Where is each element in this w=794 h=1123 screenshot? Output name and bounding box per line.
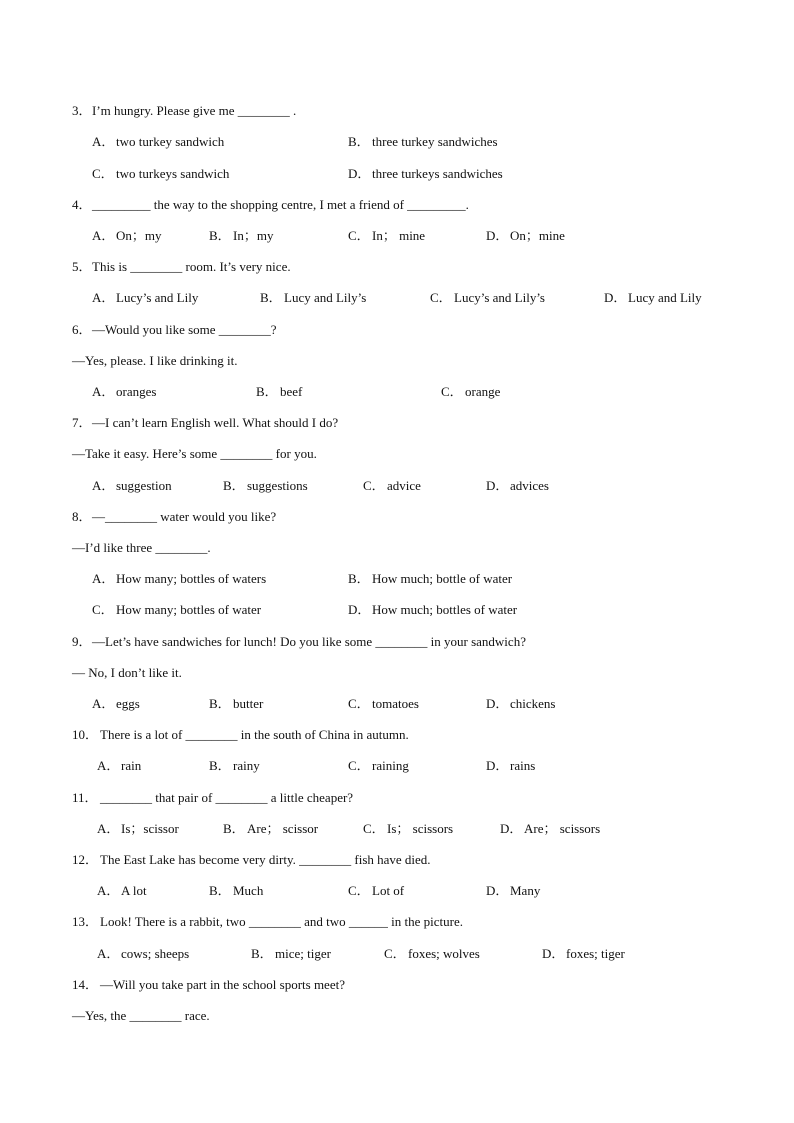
question-number: 12． xyxy=(72,852,99,867)
option-letter: D． xyxy=(542,946,565,961)
option-text: In；my xyxy=(233,228,274,243)
option-text: chickens xyxy=(510,696,556,711)
option-text: mice; tiger xyxy=(275,946,331,961)
option-text: In； mine xyxy=(372,228,426,243)
question-line xyxy=(0,634,794,650)
question-number: 5． xyxy=(72,259,92,274)
question-number: 4． xyxy=(72,197,92,212)
question-line xyxy=(0,727,794,743)
option-text: tomatoes xyxy=(372,696,419,711)
question-line xyxy=(0,540,794,556)
question-stem: _________ the way to the shopping centre, I met a friend of _________. xyxy=(92,197,469,212)
question-stem: —Would you like some ________? xyxy=(92,322,277,337)
option-text: three turkey sandwiches xyxy=(372,134,498,149)
option-text: Are； scissor xyxy=(247,821,319,836)
question-dialogue: —I’d like three ________. xyxy=(72,540,211,555)
option-text: Lot of xyxy=(372,883,405,898)
option-letter: A． xyxy=(97,946,120,961)
option-text: How much; bottles of water xyxy=(372,602,518,617)
option-letter: A． xyxy=(97,758,120,773)
question-dialogue: — No, I don’t like it. xyxy=(72,665,182,680)
option-text: cows; sheeps xyxy=(121,946,190,961)
question-stem: —________ water would you like? xyxy=(92,509,277,524)
question-line xyxy=(0,446,794,462)
question-stem: —I can’t learn English well. What should I do? xyxy=(92,415,339,430)
option-letter: B． xyxy=(348,134,370,149)
option-text: Much xyxy=(233,883,264,898)
option-letter: D． xyxy=(486,883,509,898)
question-dialogue: —Yes, the ________ race. xyxy=(72,1008,210,1023)
option-letter: C． xyxy=(384,946,406,961)
option-text: suggestion xyxy=(116,478,172,493)
question-dialogue: —Yes, please. I like drinking it. xyxy=(72,353,238,368)
option-text: two turkey sandwich xyxy=(116,134,225,149)
option-text: orange xyxy=(465,384,501,399)
option-letter: A． xyxy=(92,228,115,243)
option-letter: D． xyxy=(604,290,627,305)
option-letter: D． xyxy=(486,758,509,773)
option-text: Lucy’s and Lily xyxy=(116,290,199,305)
option-text: rain xyxy=(121,758,142,773)
question-stem: There is a lot of ________ in the south of China in autumn. xyxy=(100,727,409,742)
question-number: 3． xyxy=(72,103,92,118)
option-text: foxes; wolves xyxy=(408,946,480,961)
option-text: oranges xyxy=(116,384,157,399)
option-letter: B． xyxy=(223,821,245,836)
option-text: A lot xyxy=(121,883,147,898)
option-letter: B． xyxy=(209,758,231,773)
option-letter: D． xyxy=(500,821,523,836)
question-line xyxy=(0,790,794,806)
option-letter: B． xyxy=(223,478,245,493)
question-line xyxy=(0,353,794,369)
question-stem: Look! There is a rabbit, two ________ and two ______ in the picture. xyxy=(100,914,463,929)
question-line xyxy=(0,259,794,275)
option-text: rains xyxy=(510,758,536,773)
option-letter: A． xyxy=(92,478,115,493)
question-number: 11． xyxy=(72,790,98,805)
option-text: raining xyxy=(372,758,409,773)
question-line xyxy=(0,852,794,868)
option-letter: B． xyxy=(209,228,231,243)
option-letter: C． xyxy=(363,821,385,836)
option-text: suggestions xyxy=(247,478,308,493)
option-text: On；my xyxy=(116,228,162,243)
option-letter: B． xyxy=(348,571,370,586)
option-letter: C． xyxy=(348,696,370,711)
option-text: Many xyxy=(510,883,541,898)
option-letter: D． xyxy=(348,166,371,181)
option-text: On；mine xyxy=(510,228,565,243)
option-letter: A． xyxy=(97,883,120,898)
option-letter: D． xyxy=(486,696,509,711)
question-stem: I’m hungry. Please give me ________ . xyxy=(92,103,297,118)
question-stem: This is ________ room. It’s very nice. xyxy=(92,259,291,274)
option-letter: B． xyxy=(256,384,278,399)
question-number: 10． xyxy=(72,727,99,742)
question-number: 14． xyxy=(72,977,99,992)
option-letter: C． xyxy=(441,384,463,399)
question-dialogue: —Take it easy. Here’s some ________ for you. xyxy=(72,446,317,461)
question-stem: The East Lake has become very dirty. ________ fish have died. xyxy=(100,852,431,867)
option-text: How much; bottle of water xyxy=(372,571,513,586)
option-letter: D． xyxy=(486,228,509,243)
option-letter: C． xyxy=(363,478,385,493)
option-text: Is； scissors xyxy=(387,821,454,836)
option-letter: A． xyxy=(92,696,115,711)
option-text: eggs xyxy=(116,696,140,711)
option-letter: C． xyxy=(430,290,452,305)
option-text: Are； scissors xyxy=(524,821,601,836)
question-line xyxy=(0,977,794,993)
question-number: 6． xyxy=(72,322,92,337)
question-number: 9． xyxy=(72,634,92,649)
option-letter: A． xyxy=(97,821,120,836)
option-letter: B． xyxy=(209,883,231,898)
option-text: Is；scissor xyxy=(121,821,179,836)
option-letter: A． xyxy=(92,384,115,399)
option-letter: C． xyxy=(348,228,370,243)
question-line xyxy=(0,415,794,431)
option-text: butter xyxy=(233,696,264,711)
question-line xyxy=(0,509,794,525)
option-letter: C． xyxy=(92,166,114,181)
option-letter: A． xyxy=(92,571,115,586)
option-text: Lucy’s and Lily’s xyxy=(454,290,545,305)
option-text: advices xyxy=(510,478,549,493)
question-number: 7． xyxy=(72,415,92,430)
question-stem: —Let’s have sandwiches for lunch! Do you like some ________ in your sandwich? xyxy=(92,634,526,649)
option-text: How many; bottles of water xyxy=(116,602,262,617)
option-letter: B． xyxy=(209,696,231,711)
option-letter: C． xyxy=(348,883,370,898)
option-text: advice xyxy=(387,478,421,493)
option-letter: C． xyxy=(92,602,114,617)
option-text: three turkeys sandwiches xyxy=(372,166,503,181)
option-letter: D． xyxy=(348,602,371,617)
option-text: How many; bottles of waters xyxy=(116,571,267,586)
option-text: Lucy and Lily xyxy=(628,290,702,305)
question-line xyxy=(0,1008,794,1024)
question-stem: ________ that pair of ________ a little cheaper? xyxy=(100,790,354,805)
option-letter: A． xyxy=(92,134,115,149)
question-stem: —Will you take part in the school sports meet? xyxy=(100,977,345,992)
option-text: Lucy and Lily’s xyxy=(284,290,367,305)
question-line xyxy=(0,322,794,338)
question-line xyxy=(0,197,794,213)
question-number: 8． xyxy=(72,509,92,524)
option-text: rainy xyxy=(233,758,260,773)
question-line xyxy=(0,665,794,681)
option-letter: A． xyxy=(92,290,115,305)
option-letter: B． xyxy=(260,290,282,305)
question-number: 13． xyxy=(72,914,99,929)
question-line xyxy=(0,103,794,119)
option-letter: D． xyxy=(486,478,509,493)
option-letter: C． xyxy=(348,758,370,773)
option-text: two turkeys sandwich xyxy=(116,166,230,181)
option-text: beef xyxy=(280,384,303,399)
option-text: foxes; tiger xyxy=(566,946,625,961)
question-line xyxy=(0,914,794,930)
option-letter: B． xyxy=(251,946,273,961)
